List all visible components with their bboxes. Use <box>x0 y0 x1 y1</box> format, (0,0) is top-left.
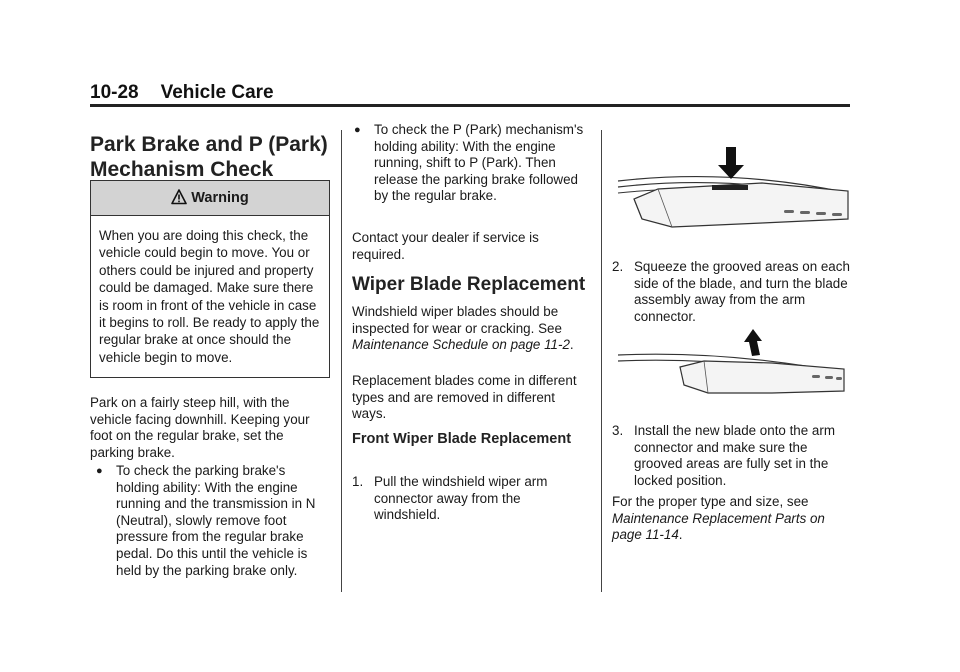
column-divider <box>601 130 602 592</box>
park-brake-title: Park Brake and P (Park) Mechanism Check <box>90 133 328 181</box>
header-rule <box>90 104 850 107</box>
page-number: 10-28 <box>90 82 139 103</box>
step-2-text: Squeeze the grooved areas on each side of the blade, and turn the blade assembly away from the arm connector. <box>634 259 850 324</box>
maintenance-schedule-ref: Maintenance Schedule on page 11-2 <box>352 337 570 353</box>
wiper-intro-paragraph: Windshield wiper blades should be inspected for wear or cracking. See Maintenance Schedule on page 11-2. <box>352 304 574 353</box>
contact-paragraph: Contact your dealer if service is required. <box>352 230 539 262</box>
warning-text: When you are doing this check, the vehicle could begin to move. You or others could be injured and property could be damaged. Make sure there is room in front of the vehicle in case it begins to roll. Be ready to apply the regular brake at once should the vehicle begin to move. <box>99 228 320 365</box>
warning-label: Warning <box>191 190 249 206</box>
step-1-text: Pull the windshield wiper arm connector away from the windshield. <box>374 474 548 523</box>
front-wiper-title: Front Wiper Blade Replacement <box>352 431 572 447</box>
bullet-icon: ● <box>354 124 361 136</box>
blade-types-paragraph: Replacement blades come in different types and are removed in different ways. <box>352 373 577 422</box>
step-3-text: Install the new blade onto the arm connector and make sure the grooved areas are fully set in the locked position. <box>634 423 835 488</box>
arrow-up-icon <box>744 329 762 356</box>
blade-removal-illustration <box>612 325 852 400</box>
step-number: 2. <box>612 259 624 274</box>
proper-type-paragraph: For the proper type and size, see Maintenance Replacement Parts on page 11-14. <box>612 494 825 543</box>
warning-box <box>90 180 330 378</box>
step-number: 3. <box>612 423 624 438</box>
section-title: Vehicle Care <box>160 82 274 103</box>
intro-paragraph: Park on a fairly steep hill, with the vehicle facing downhill. Keeping your foot on the regular brake, set the parking brake. <box>90 395 310 460</box>
wiper-arm-illustration <box>612 143 852 238</box>
page-header <box>90 82 274 104</box>
arrow-down-icon <box>718 147 744 179</box>
column-divider <box>341 130 342 592</box>
bullet-park-mechanism: To check the P (Park) mechanism's holding ability: With the engine running, shift to P (Park). Then release the parking brake followed by the regular brake. <box>374 122 584 204</box>
step-number: 1. <box>352 474 364 489</box>
wiper-replacement-title: Wiper Blade Replacement <box>352 274 586 295</box>
bullet-icon: ● <box>96 465 103 477</box>
warning-header <box>91 181 329 216</box>
bullet-parking-brake: To check the parking brake's holding ability: With the engine running and the transmission in N (Neutral), slowly remove foot pressure from the regular brake pedal. Do this until the vehicle is held by the parking brake only. <box>116 463 316 578</box>
warning-triangle-icon <box>171 184 187 218</box>
replacement-parts-ref: Maintenance Replacement Parts on page 11-14 <box>612 510 825 543</box>
